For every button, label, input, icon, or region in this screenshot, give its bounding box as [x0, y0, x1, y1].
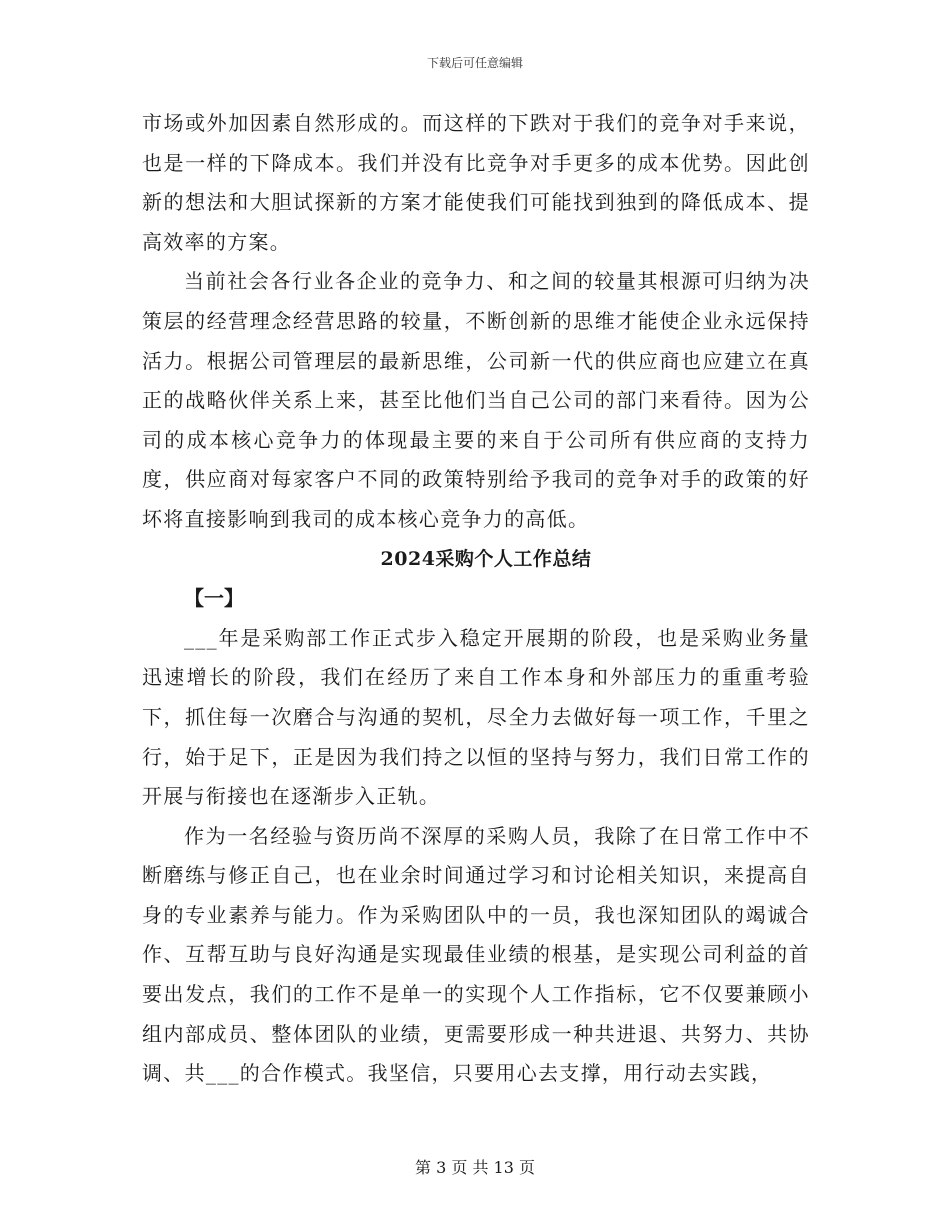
paragraph-continuation: 市场或外加因素自然形成的。而这样的下跌对于我们的竞争对手来说，也是一样的下降成本。我们并没有比竞争对手更多的成本优势。因此创新的想法和大胆试探新的方案才能使我们可能找到独到的降低成本、提高效率的方案。: [142, 111, 810, 254]
paragraph-year-summary: ___年是采购部工作正式步入稳定开展期的阶段，也是采购业务量迅速增长的阶段，我们在经历了来自工作本身和外部压力的重重考验下，抓住每一次磨合与沟通的契机，尽全力去做好每一项工作，千里之行，始于足下，正是因为我们持之以恒的坚持与努力，我们日常工作的开展与衔接也在逐渐步入正轨。: [142, 625, 810, 809]
page-number: 第 3 页 共 13 页: [415, 1158, 535, 1177]
paragraph-competition: 当前社会各行业各企业的竞争力、和之间的较量其根源可归纳为决策层的经营理念经营思路的较量，不断创新的思维才能使企业永远保持活力。根据公司管理层的最新思维，公司新一代的供应商也应建立在真正的战略伙伴关系上来，甚至比他们当自己公司的部门来看待。因为公司的成本核心竞争力的体现最主要的来自于公司所有供应商的支持力度，供应商对每家客户不同的政策特别给予我司的竞争对手的政策的好坏将直接影响到我司的成本核心竞争力的高低。: [142, 269, 810, 531]
section-heading: 【一】: [184, 586, 244, 611]
document-body: [142, 104, 810, 1094]
header-note: 下载后可任意编辑: [426, 56, 523, 70]
paragraph-personal-growth: 作为一名经验与资历尚不深厚的采购人员，我除了在日常工作中不断磨练与修正自己，也在业余时间通过学习和讨论相关知识，来提高自身的专业素养与能力。作为采购团队中的一员，我也深知团队的竭诚合作、互帮互助与良好沟通是实现最佳业绩的根基，是实现公司利益的首要出发点，我们的工作不是单一的实现个人工作指标，它不仅要兼顾小组内部成员、整体团队的业绩，更需要形成一种共进退、共努力、共协调、共___的合作模式。我坚信，只要用心去支撑，用行动去实践，: [142, 823, 810, 1086]
document-title: 2024采购个人工作总结: [380, 547, 592, 570]
